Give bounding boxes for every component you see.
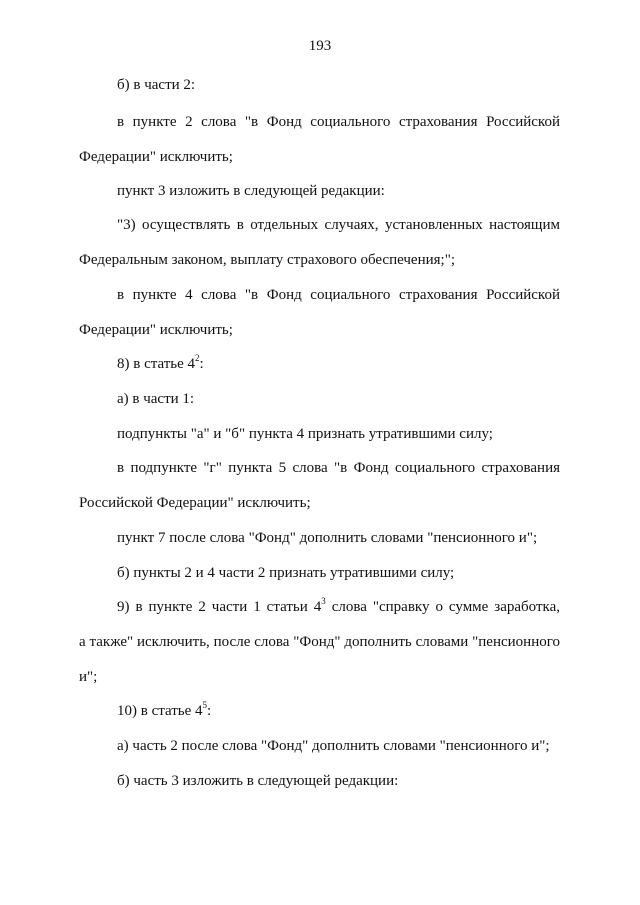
text-segment: слова "справку о сумме заработка, <box>325 599 560 615</box>
text-line: б) в части 2: <box>117 77 196 93</box>
text-segment: : <box>207 703 212 719</box>
text-line: пункт 7 после слова "Фонд" дополнить словами "пенсионного и"; <box>117 530 538 546</box>
text-line: в подпункте "г" пункта 5 слова "в Фонд социального страхования <box>117 460 560 476</box>
text-line: Российской Федерации" исключить; <box>79 495 311 511</box>
text-line: в пункте 2 слова "в Фонд социального страхования Российской <box>117 114 560 130</box>
text-line: пункт 3 изложить в следующей редакции: <box>117 183 385 199</box>
text-line: а также" исключить, после слова "Фонд" дополнить словами "пенсионного <box>79 634 560 650</box>
text-line: Федерации" исключить; <box>79 322 233 338</box>
text-line <box>117 597 560 617</box>
text-line: б) пункты 2 и 4 части 2 признать утратившими силу; <box>117 565 455 581</box>
text-line: а) часть 2 после слова "Фонд" дополнить словами "пенсионного и"; <box>117 738 550 754</box>
text-line: Федеральным законом, выплату страхового обеспечения;"; <box>79 252 455 268</box>
text-segment: 10) в статье 4 <box>117 703 203 719</box>
page-number: 193 <box>308 38 332 54</box>
text-line <box>117 354 560 374</box>
text-line: и"; <box>79 669 98 685</box>
text-segment: 8) в статье 4 <box>117 356 196 372</box>
text-line: а) в части 1: <box>117 391 195 407</box>
text-line: "3) осуществлять в отдельных случаях, установленных настоящим <box>117 217 560 233</box>
superscript: 2 <box>195 353 200 363</box>
text-segment: 9) в пункте 2 части 1 статьи 4 <box>117 599 322 615</box>
text-line: Федерации" исключить; <box>79 149 233 165</box>
superscript: 3 <box>321 596 326 606</box>
text-segment: : <box>199 356 204 372</box>
superscript: 5 <box>202 700 208 710</box>
text-line: б) часть 3 изложить в следующей редакции: <box>117 773 399 789</box>
text-line: подпункты "а" и "б" пункта 4 признать утратившими силу; <box>117 426 493 442</box>
text-line <box>117 701 560 721</box>
text-line: в пункте 4 слова "в Фонд социального страхования Российской <box>117 287 560 303</box>
